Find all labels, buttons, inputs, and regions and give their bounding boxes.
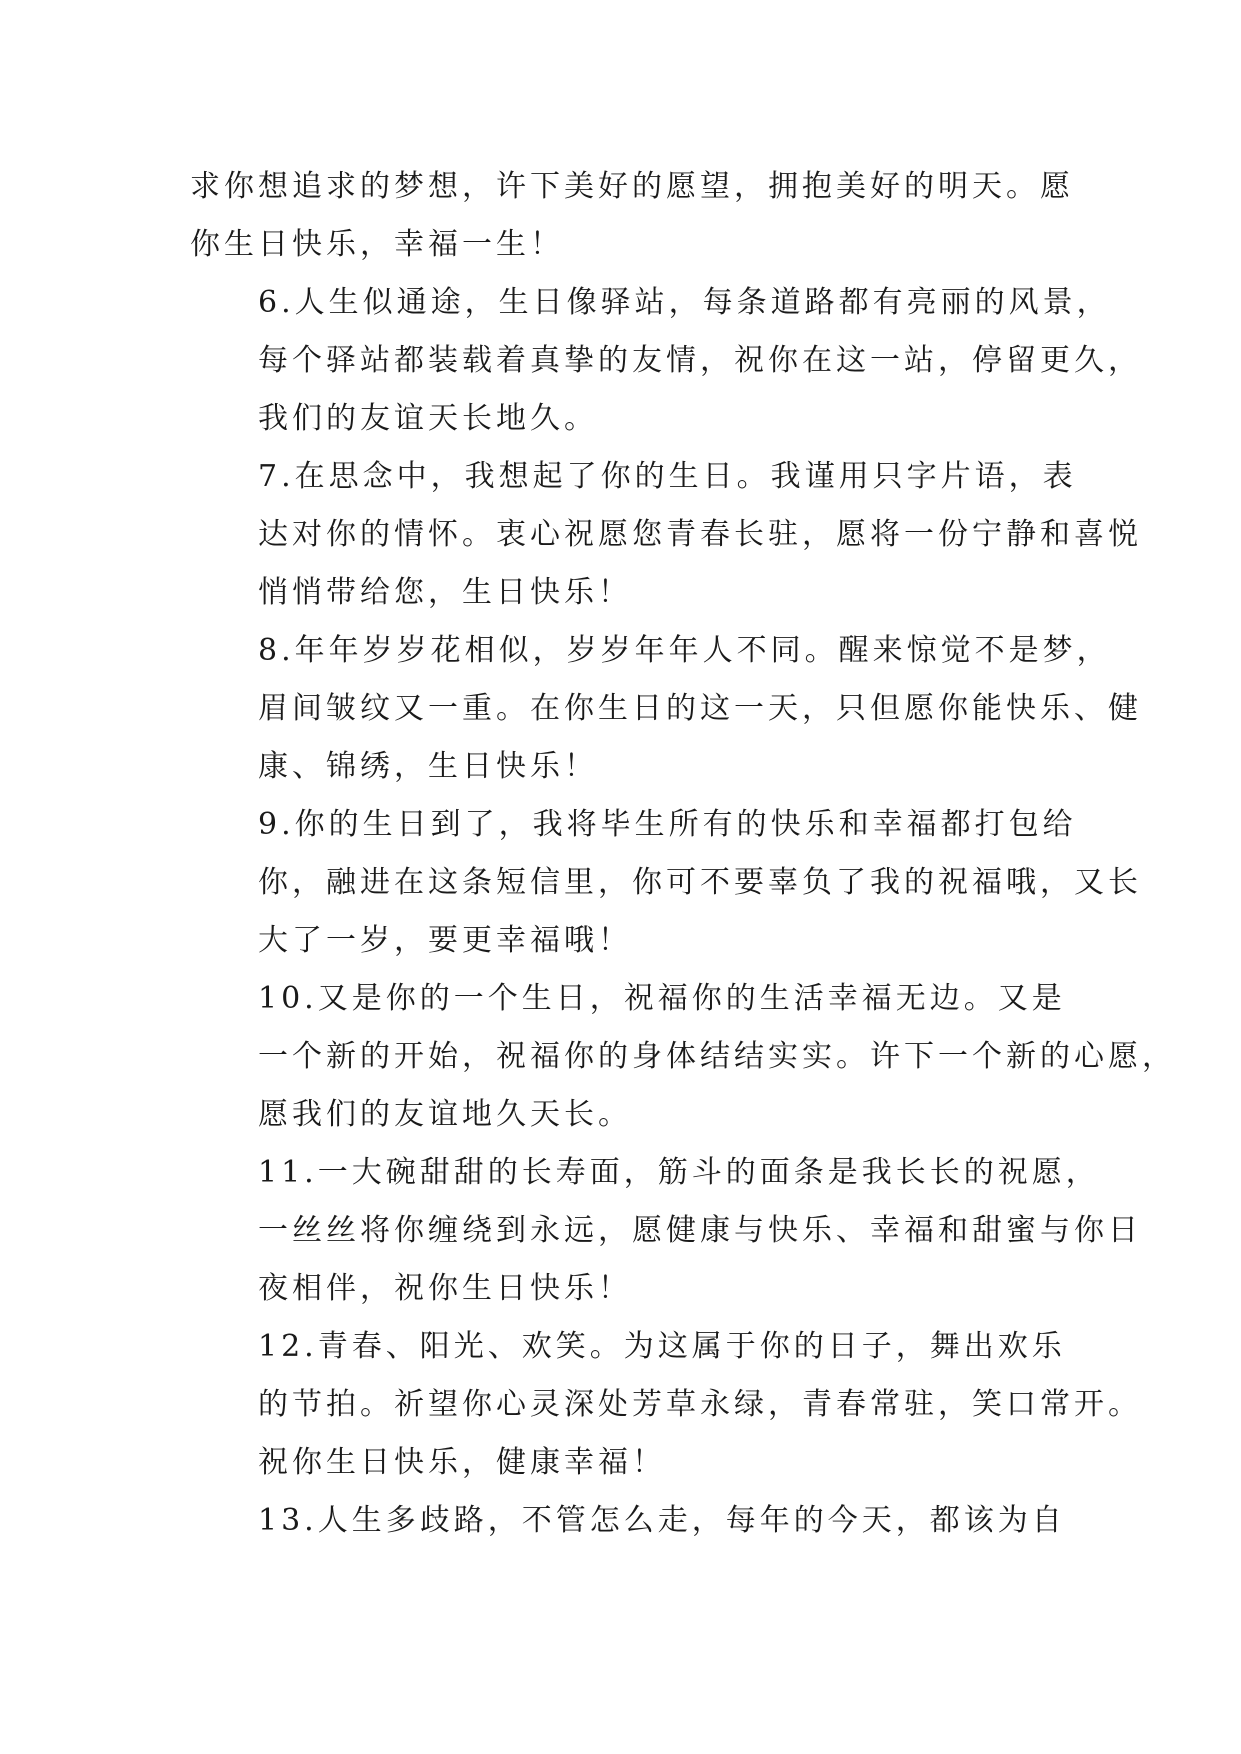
paragraph-item-9 [190,796,1142,970]
paragraph-item-13 [190,1492,1066,1550]
text-line: 11.一大碗甜甜的长寿面，筋斗的面条是我长长的祝愿， [258,1155,1100,1190]
text-line: 6.人生似通途，生日像驿站，每条道路都有亮丽的风景， [258,285,1111,320]
paragraph-item-10 [190,970,1176,1144]
text-line: 13.人生多歧路，不管怎么走，每年的今天，都该为自 [258,1503,1066,1538]
paragraph-continued [190,158,1074,274]
text-line: 愿我们的友谊地久天长。 [258,1097,632,1132]
text-line: 10.又是你的一个生日，祝福你的生活幸福无边。又是 [258,981,1066,1016]
text-line: 9.你的生日到了，我将毕生所有的快乐和幸福都打包给 [258,807,1077,842]
text-line: 8.年年岁岁花相似，岁岁年年人不同。醒来惊觉不是梦， [258,633,1111,668]
text-line: 大了一岁，要更幸福哦！ [258,923,632,958]
text-line: 我们的友谊天长地久。 [258,401,598,436]
text-line: 祝你生日快乐，健康幸福！ [258,1445,666,1480]
text-line: 眉间皱纹又一重。在你生日的这一天，只但愿你能快乐、健 [258,691,1142,726]
text-line: 每个驿站都装载着真挚的友情，祝你在这一站，停留更久， [258,343,1142,378]
text-line: 你，融进在这条短信里，你可不要辜负了我的祝福哦，又长 [258,865,1142,900]
paragraph-item-12 [190,1318,1142,1492]
text-line: 一个新的开始，祝福你的身体结结实实。许下一个新的心愿， [258,1039,1176,1074]
text-line: 的节拍。祈望你心灵深处芳草永绿，青春常驻，笑口常开。 [258,1387,1142,1422]
paragraph-item-8 [190,622,1142,796]
text-line: 康、锦绣，生日快乐！ [258,749,598,784]
text-line: 夜相伴，祝你生日快乐！ [258,1271,632,1306]
text-line: 达对你的情怀。衷心祝愿您青春长驻，愿将一份宁静和喜悦 [258,517,1142,552]
text-line: 一丝丝将你缠绕到永远，愿健康与快乐、幸福和甜蜜与你日 [258,1213,1142,1248]
text-line: 你生日快乐，幸福一生！ [190,227,564,262]
paragraph-item-7 [190,448,1142,622]
text-line: 求你想追求的梦想，许下美好的愿望，拥抱美好的明天。愿 [190,169,1074,204]
paragraph-item-6 [190,274,1142,448]
text-line: 7.在思念中，我想起了你的生日。我谨用只字片语，表 [258,459,1077,494]
document-body [190,158,1176,1550]
paragraph-item-11 [190,1144,1142,1318]
text-line: 悄悄带给您，生日快乐！ [258,575,632,610]
text-line: 12.青春、阳光、欢笑。为这属于你的日子，舞出欢乐 [258,1329,1066,1364]
